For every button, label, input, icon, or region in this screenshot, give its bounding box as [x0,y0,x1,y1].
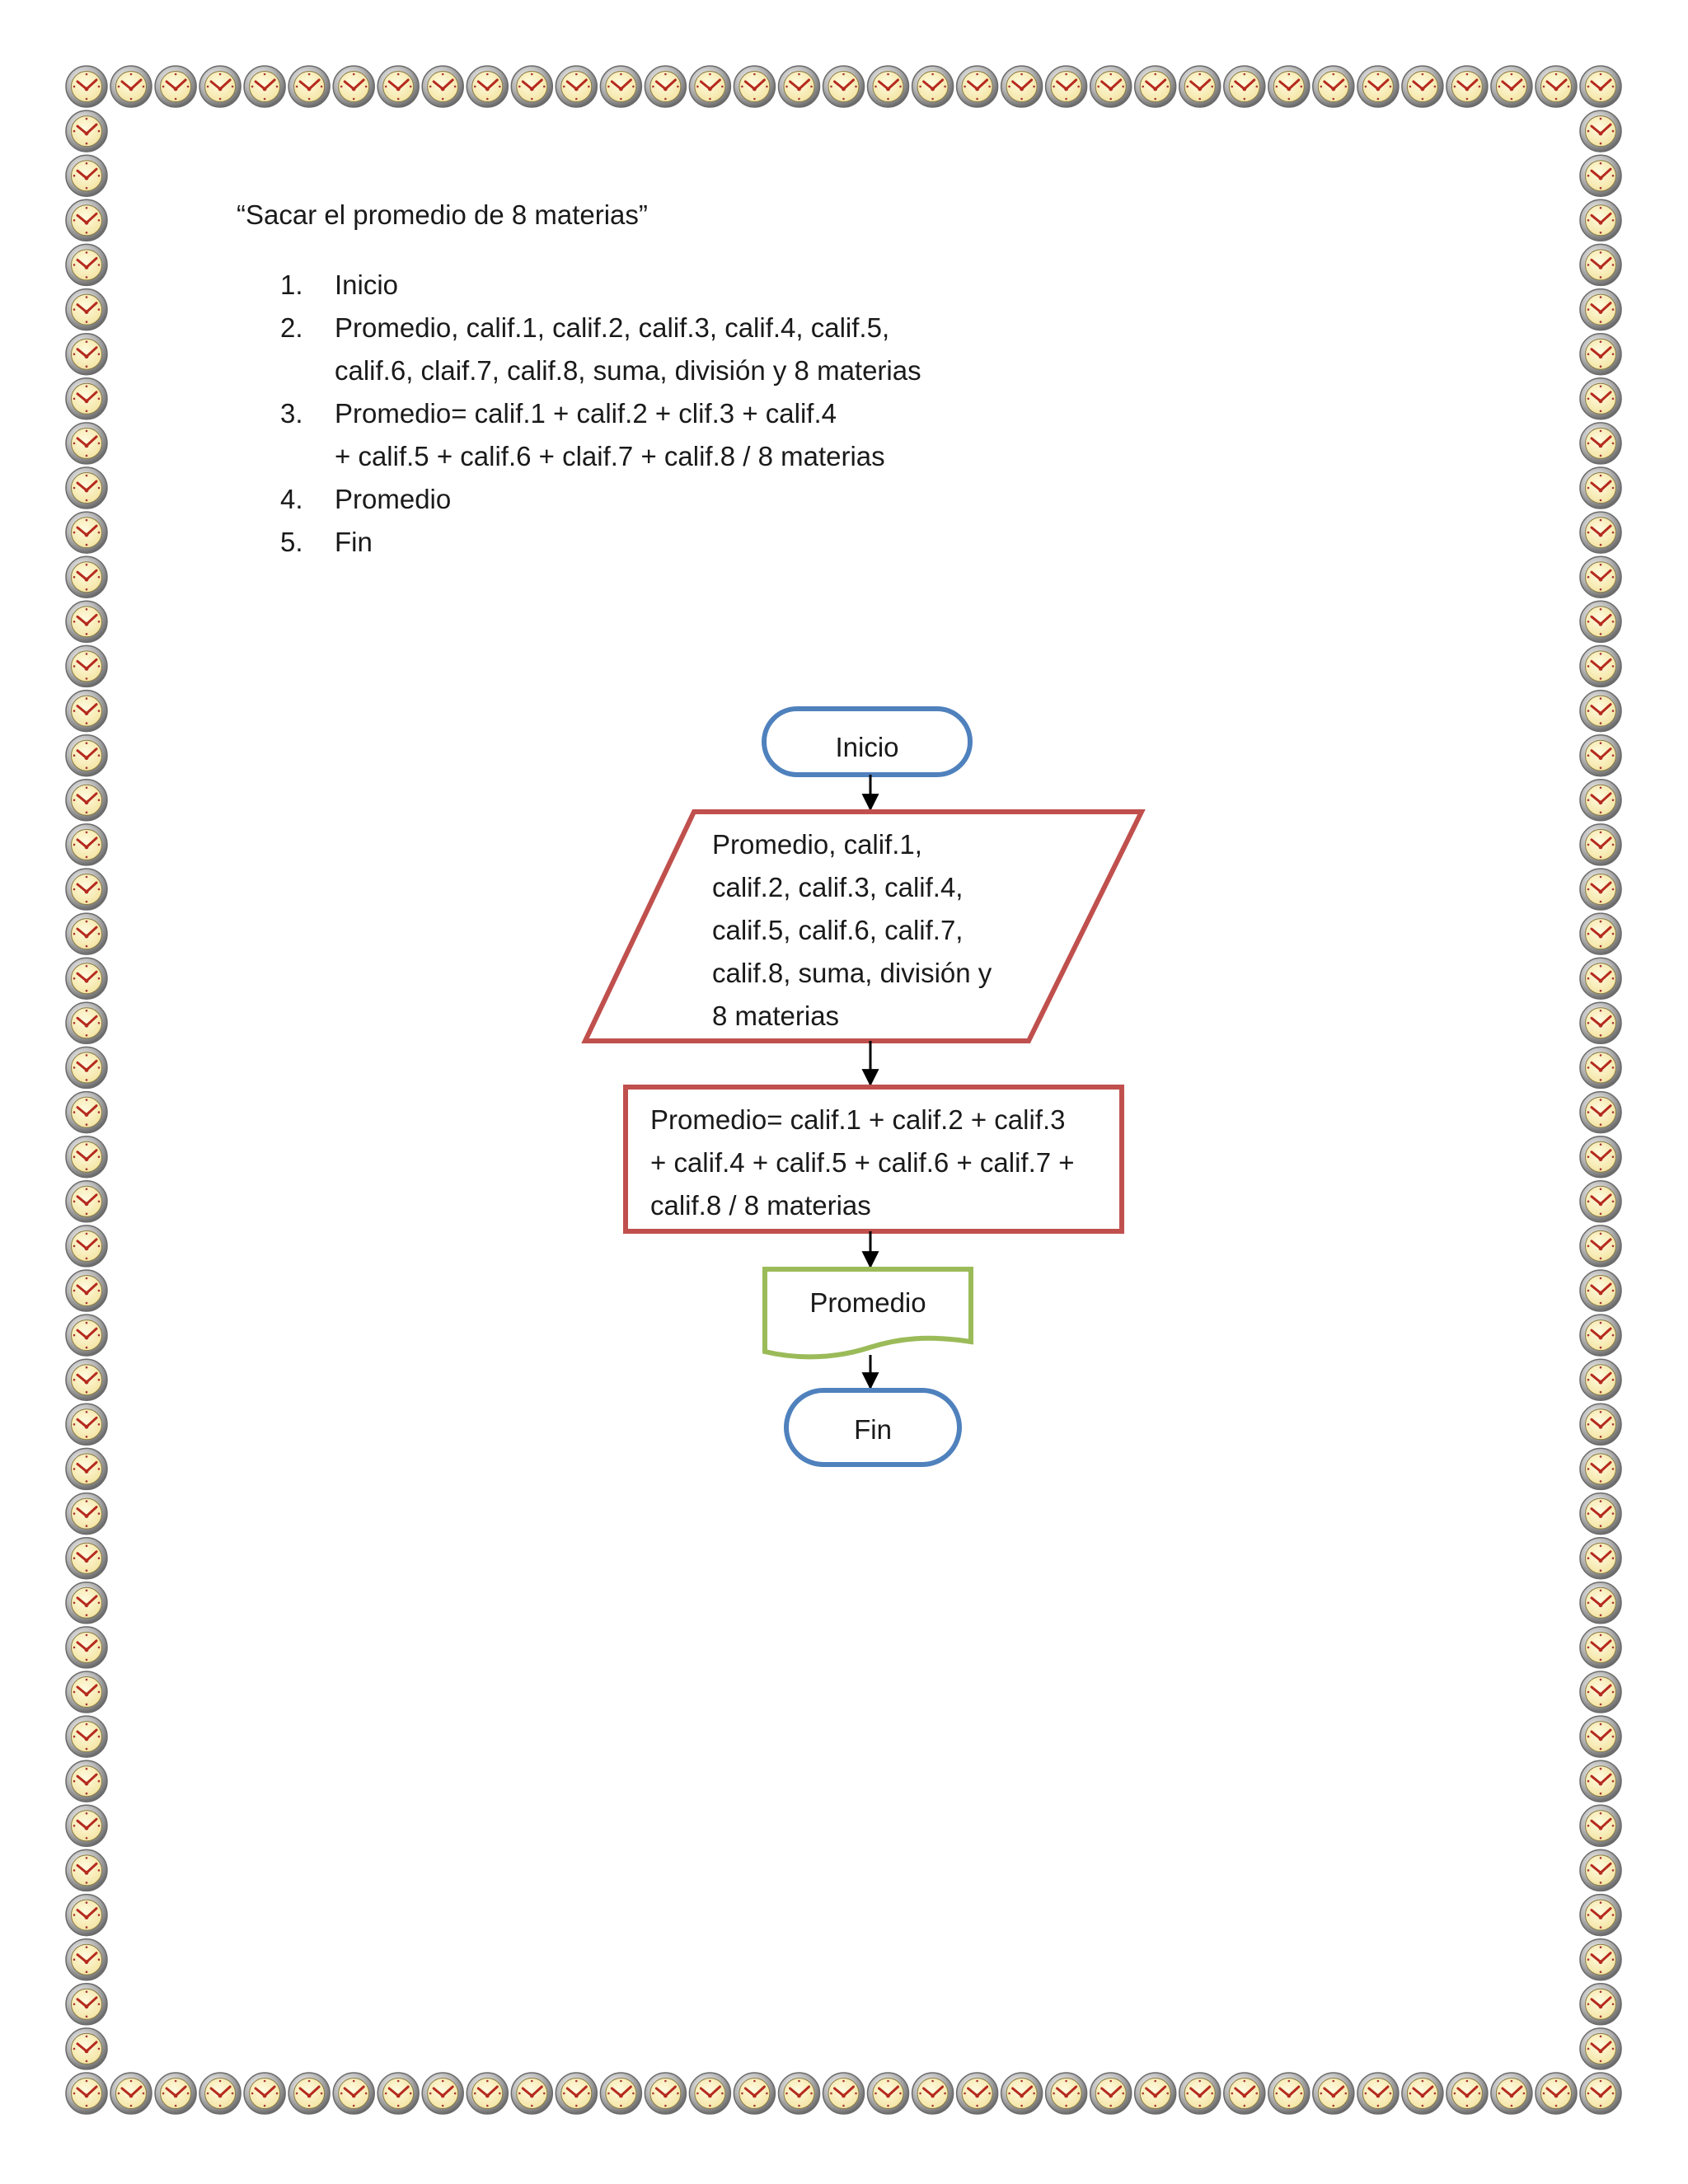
input-line: calif.2, calif.3, calif.4, [712,872,964,902]
process-line: + calif.4 + calif.5 + calif.6 + calif.7 + [650,1147,1075,1178]
input-line: 8 materias [712,1001,840,1031]
input-line: Promedio, calif.1, [712,829,922,860]
step-number: 4. [280,484,303,514]
step-line: Promedio, calif.1, calif.2, calif.3, calif.4, calif.5, [335,312,890,343]
step-number: 1. [280,269,303,300]
input-line: calif.5, calif.6, calif.7, [712,915,964,945]
step-line: Promedio= calif.1 + calif.2 + clif.3 + calif.4 [335,398,837,429]
end-label: Fin [854,1414,892,1445]
step-line: + calif.5 + calif.6 + claif.7 + calif.8 / 8 materias [335,441,885,471]
step-line: Promedio [335,484,452,514]
step-number: 2. [280,312,303,343]
step-line: Inicio [335,269,399,300]
start-label: Inicio [835,732,899,762]
start-terminator [764,709,970,775]
input-parallelogram [585,812,1142,1041]
output-label: Promedio [809,1287,926,1318]
output-document [765,1269,971,1357]
input-line: calif.8, suma, división y [712,958,992,988]
step-number: 5. [280,527,303,557]
step-line: Fin [335,527,373,557]
process-line: calif.8 / 8 materias [650,1190,871,1221]
document-title: “Sacar el promedio de 8 materias” [237,199,648,230]
end-terminator [786,1390,959,1465]
process-line: Promedio= calif.1 + calif.2 + calif.3 [650,1104,1066,1135]
step-number: 3. [280,398,303,429]
step-line: calif.6, claif.7, calif.8, suma, división y 8 materias [335,355,921,386]
process-box [626,1087,1122,1231]
